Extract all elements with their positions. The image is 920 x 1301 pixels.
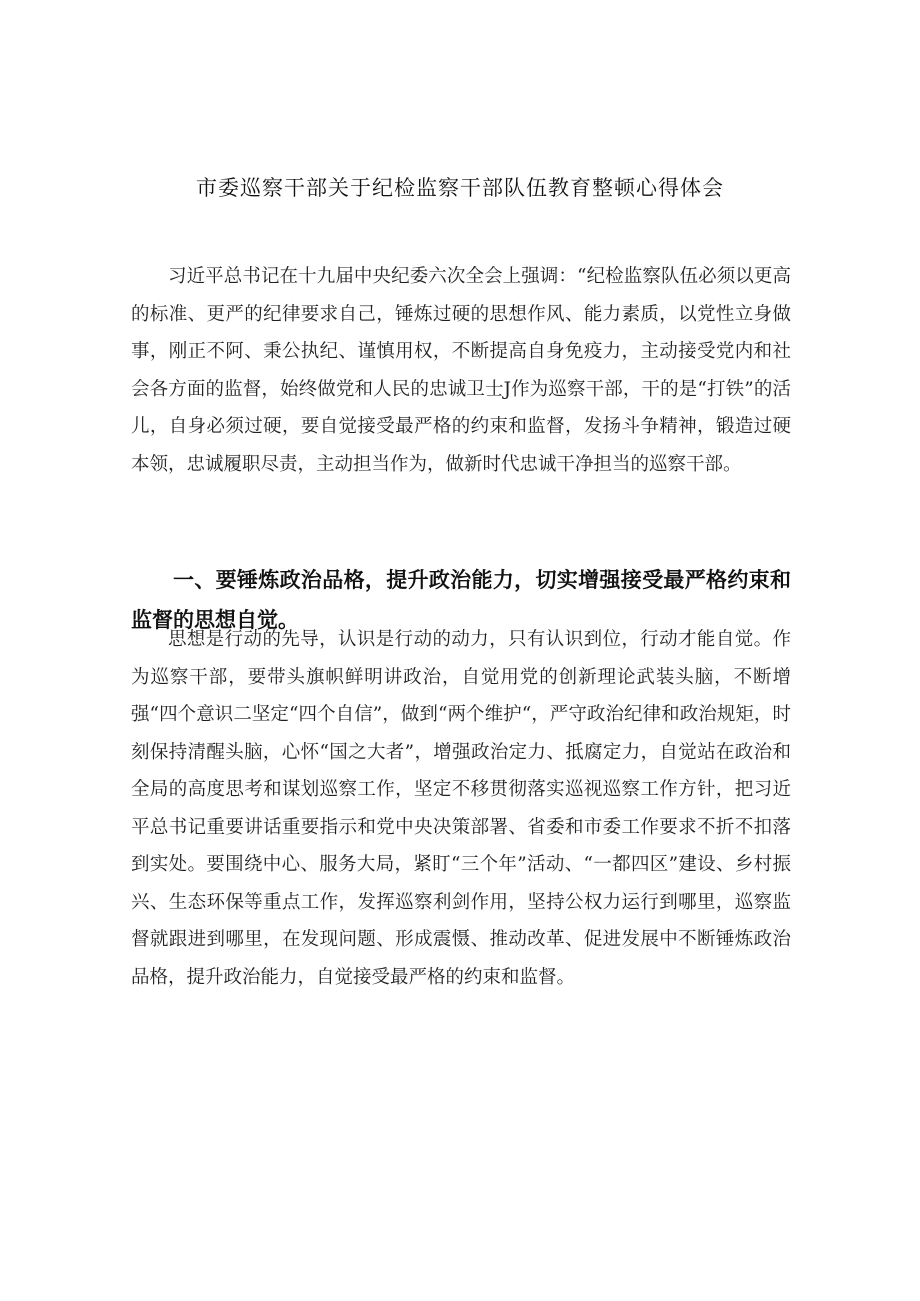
- body-paragraph-2: 思想是行动的先导，认识是行动的动力，只有认识到位，行动才能自觉。作为巡察干部，要带头旗帜鲜明讲政治，自觉用党的创新理论武装头脑，不断增强“四个意识二坚定“四个自信”，做到“两个维护“，严守政治纪律和政治规矩，时刻保持清醒头脑，心怀“国之大者”，增强政治定力、抵腐定力，自觉站在政治和全局的高度思考和谋划巡察工作，坚定不移贯彻落实巡视巡察工作方针，把习近平总书记重要讲话重要指示和党中央决策部署、省委和市委工作要求不折不扣落到实处。要围绕中心、服务大局，紧盯“三个年”活动、“一都四区”建设、乡村振兴、生态环保等重点工作，发挥巡察利剑作用，坚持公权力运行到哪里，巡察监督就跟进到哪里，在发现问题、形成震慑、推动改革、促进发展中不断锤炼政治品格，提升政治能力，自觉接受最严格的约束和监督。: [131, 629, 791, 988]
- section-heading-1: 一、要锤炼政治品格，提升政治能力，切实增强接受最严格约束和监督的思想自觉。: [131, 568, 791, 632]
- body-paragraph-1: 习近平总书记在十九届中央纪委六次全会上强调：“纪检监察队伍必须以更高的标准、更严的纪律要求自己，锤炼过硬的思想作风、能力素质，以党性立身做事，刚正不阿、秉公执纪、谨慎用权，不断提高自身免疫力，主动接受党内和社会各方面的监督，始终做党和人民的忠诚卫士J作为巡察干部，干的是“打铁”的活儿，自身必须过硬，要自觉接受最严格的约束和监督，发扬斗争精神，锻造过硬本领，忠诚履职尽责，主动担当作为，做新时代忠诚干净担当的巡察干部。: [131, 266, 791, 475]
- document-title: 市委巡察干部关于纪检监察干部队伍教育整顿心得体会: [196, 176, 724, 200]
